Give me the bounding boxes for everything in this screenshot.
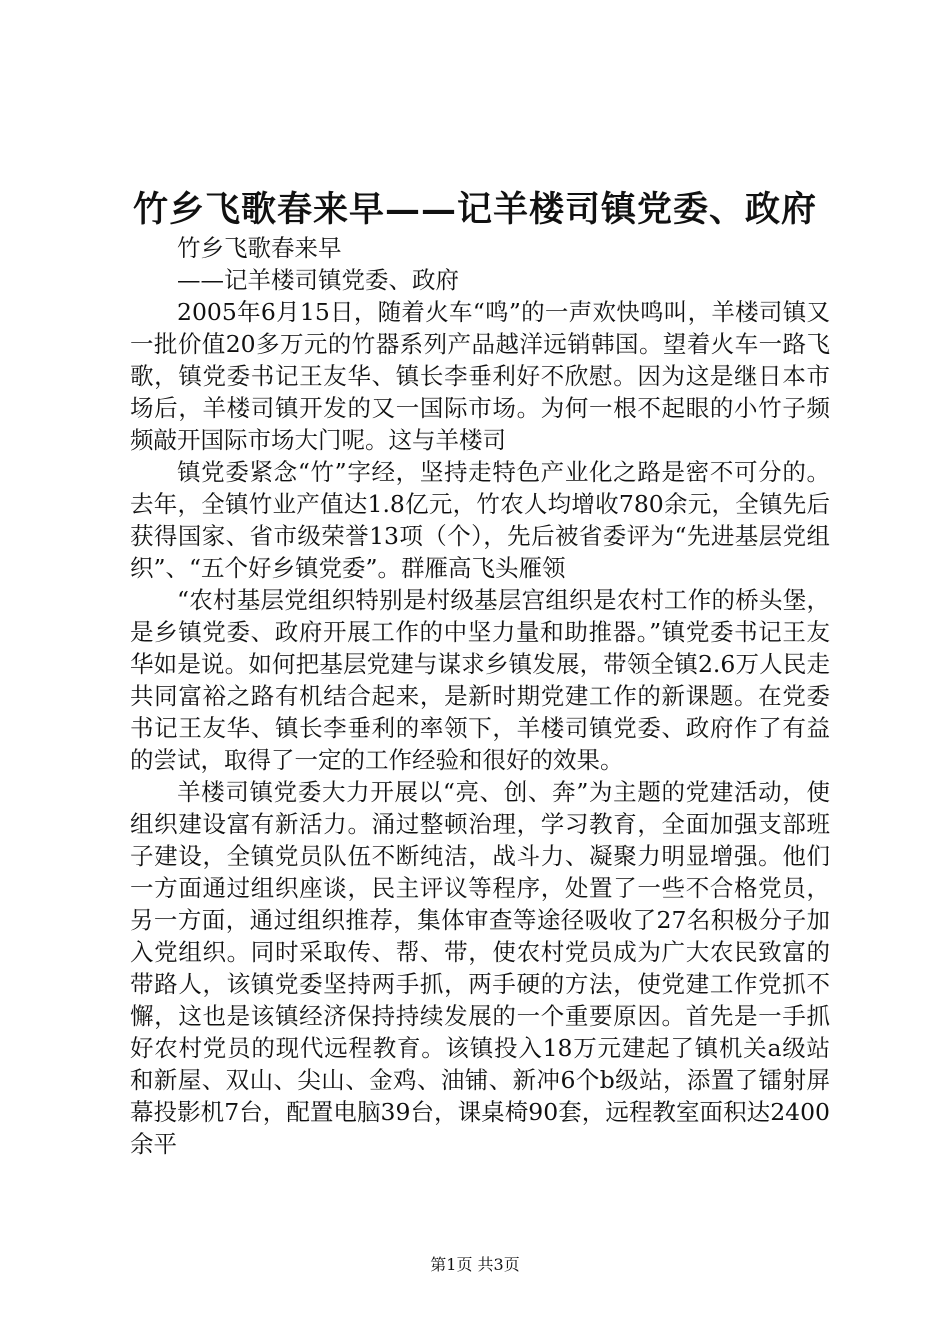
subtitle-line-1: 竹乡飞歌春来早 <box>177 234 342 262</box>
paragraph-3: “农村基层党组织特别是村级基层宫组织是农村工作的桥头堡，是乡镇党委、政府开展工作的中坚力量和助推器。”镇党委书记王友华如是说。如何把基层党建与谋求乡镇发展，带领全镇2.6万人民走共同富裕之路有机结合起来，是新时期党建工作的新课题。在党委书记王友华、镇长李垂利的率领下，羊楼司镇党委、政府作了有益的尝试，取得了一定的工作经验和很好的效果。 <box>130 586 830 774</box>
paragraph-4: 羊楼司镇党委大力开展以“亮、创、奔”为主题的党建活动，使组织建设富有新活力。涌过整顿治理，学习教育，全面加强支部班子建设，全镇党员队伍不断纯洁，战斗力、凝聚力明显增强。他们一方面通过组织座谈，民主评议等程序，处置了一些不合格党员，另一方面，通过组织推荐，集体审查等途径吸收了27名积极分子加入党组织。同时采取传、帮、带，使农村党员成为广大农民致富的带路人，该镇党委坚持两手抓，两手硬的方法，使党建工作党抓不懈，这也是该镇经济保持持续发展的一个重要原因。首先是一手抓好农村党员的现代远程教育。该镇投入18万元建起了镇机关a级站和新屋、双山、尖山、金鸡、油铺、新冲6个b级站，添置了镭射屏幕投影机7台，配置电脑39台，课桌椅90套，远程教室面积达2400余平 <box>130 778 830 1158</box>
page-footer: 第1页 共3页 <box>430 1255 520 1274</box>
paragraph-1: 2005年6月15日，随着火车“鸣”的一声欢快鸣叫，羊楼司镇又一批价值20多万元的竹器系列产品越洋远销韩国。望着火车一路飞歌，镇党委书记王友华、镇长李垂利好不欣慰。因为这是继日本市场后，羊楼司镇开发的又一国际市场。为何一根不起眼的小竹子频频敲开国际市场大门呢。这与羊楼司 <box>130 298 830 454</box>
document-title: 竹乡飞歌春来早——记羊楼司镇党委、政府 <box>132 189 817 230</box>
paragraph-2: 镇党委紧念“竹”字经，坚持走特色产业化之路是密不可分的。去年，全镇竹业产值达1.8亿元，竹农人均增收780余元，全镇先后获得国家、省市级荣誉13项（个），先后被省委评为“先进基层党组织”、“五个好乡镇党委”。群雁高飞头雁领 <box>130 458 830 582</box>
document-body <box>130 232 830 1160</box>
subtitle-line-2: ——记羊楼司镇党委、政府 <box>177 266 459 294</box>
